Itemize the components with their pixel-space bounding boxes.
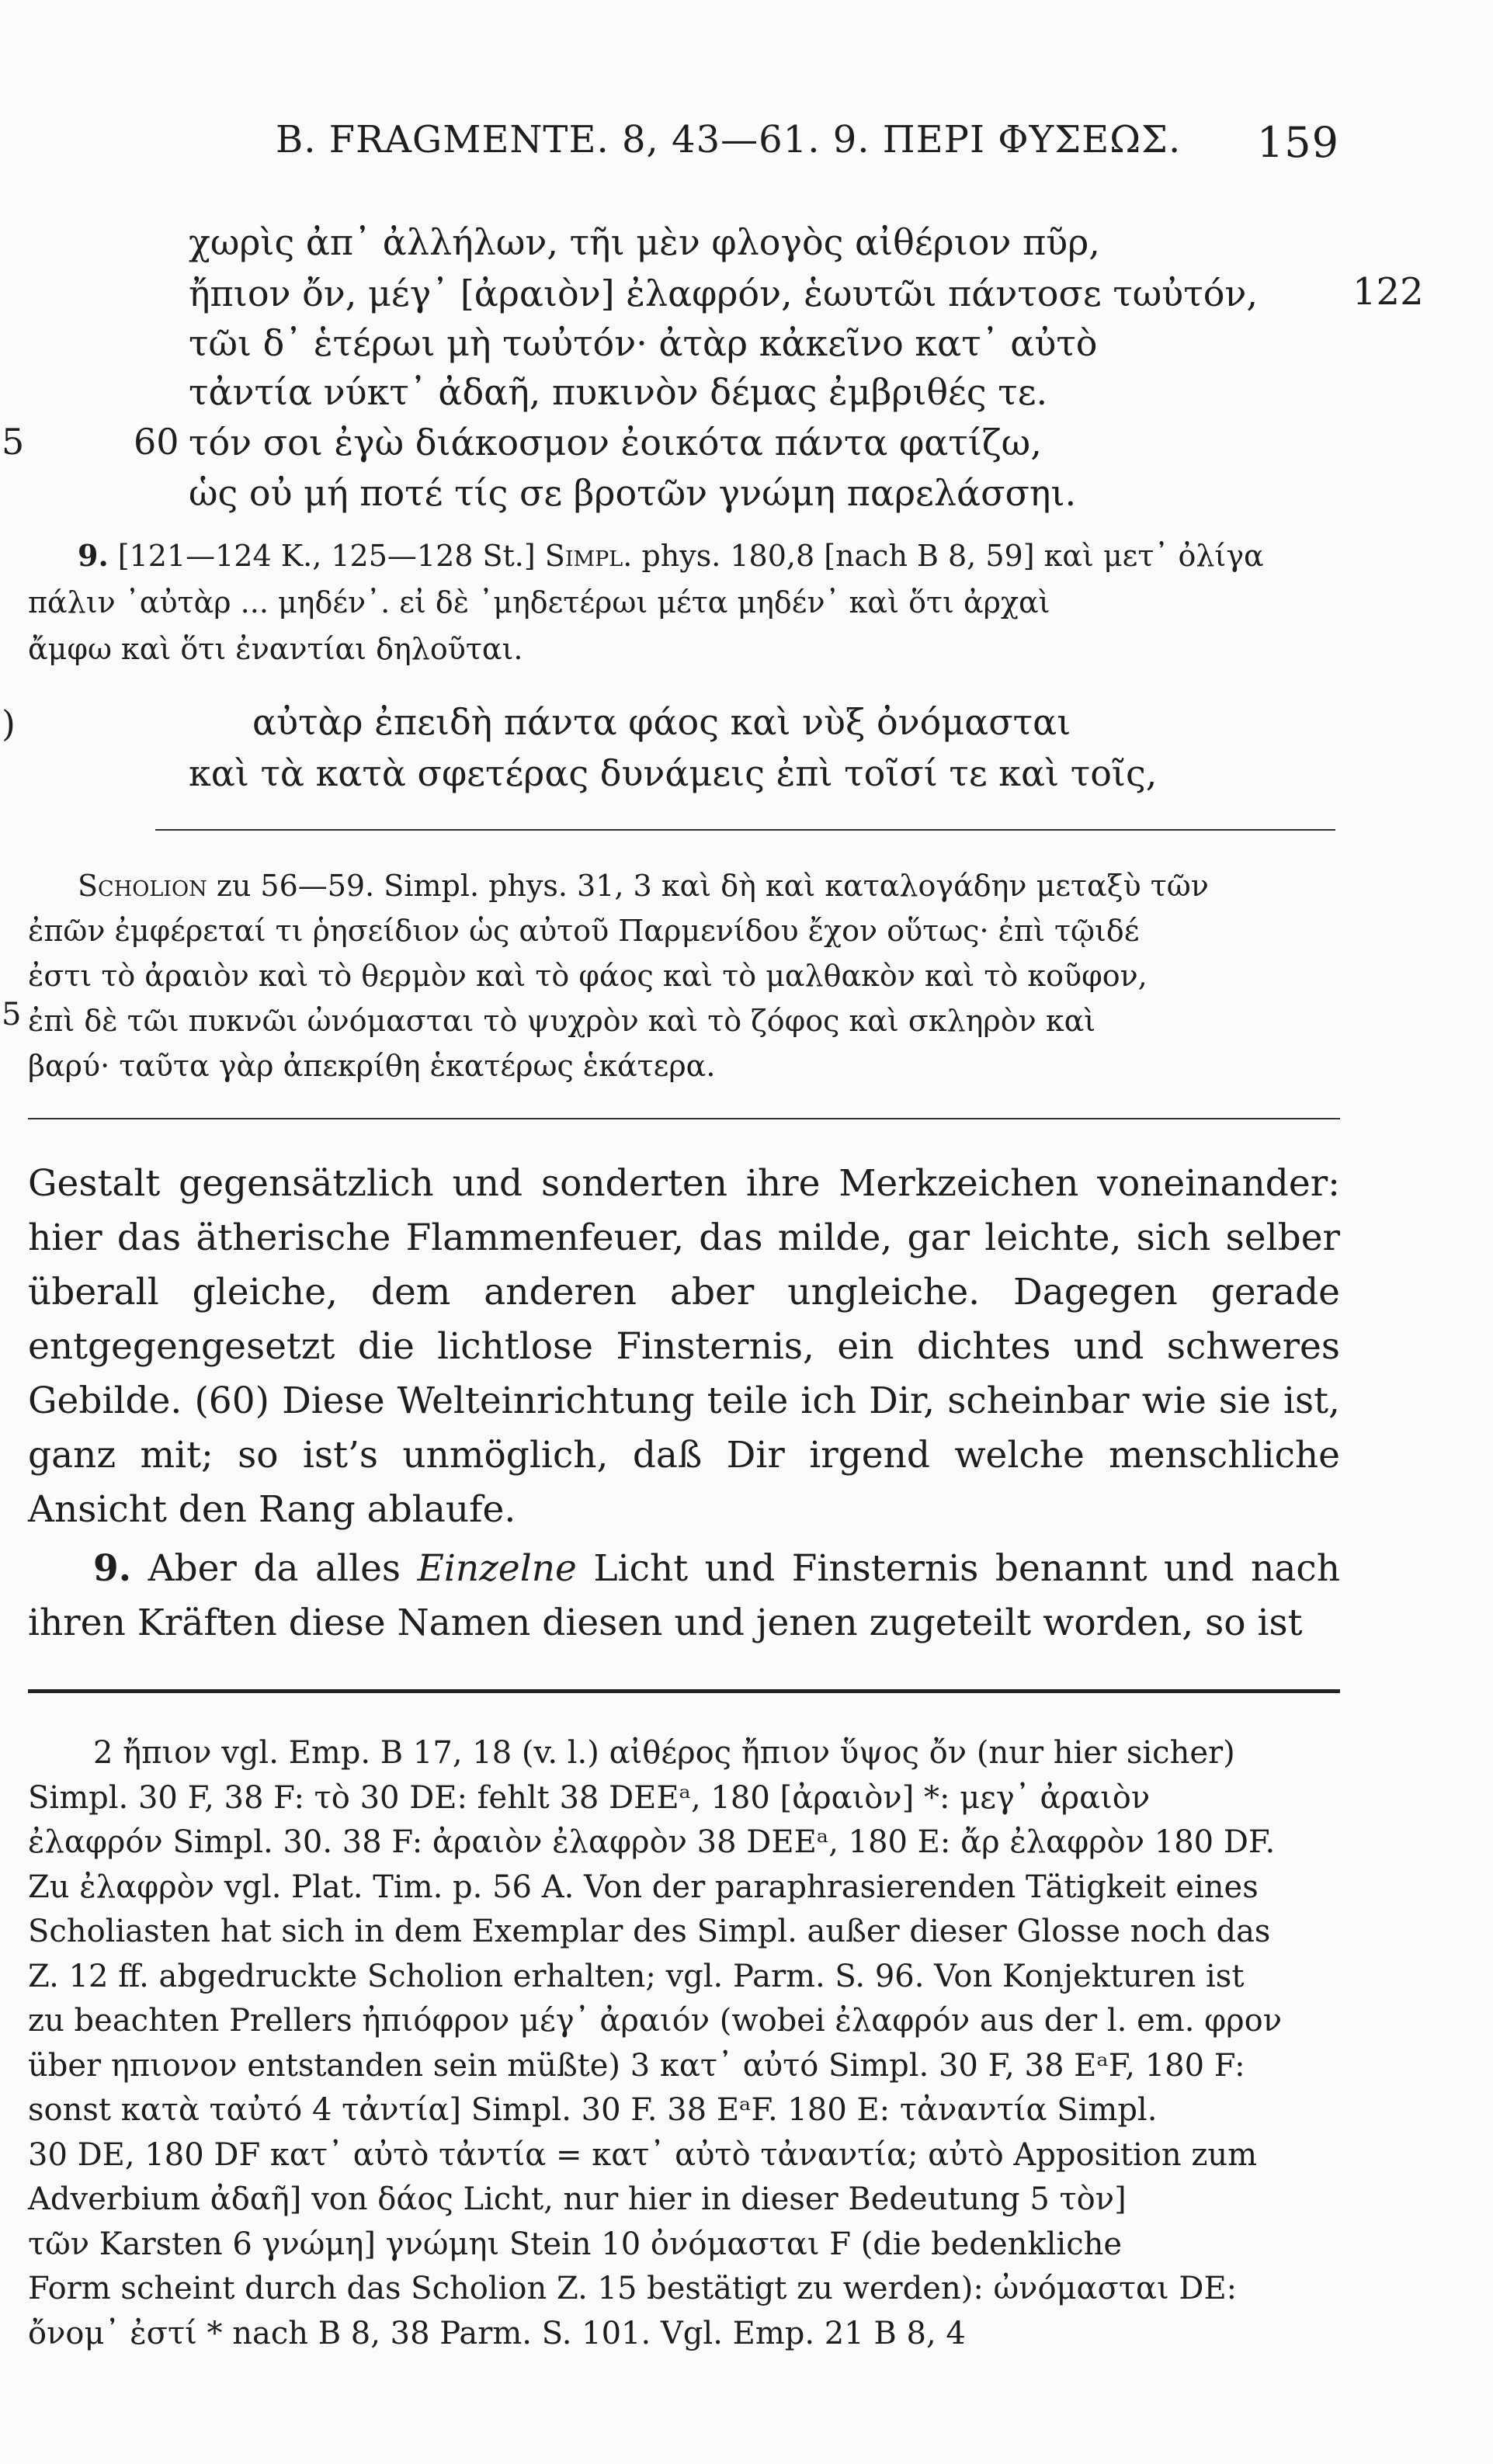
margin-number-122: 122 bbox=[1352, 270, 1424, 314]
apparatus-line: Zu ἐλαφρὸν vgl. Plat. Tim. p. 56 A. Von der paraphrasierenden Tätigkeit eines bbox=[28, 1869, 1259, 1905]
verse-line: τἀντία νύκτ᾽ ἀδαῆ, πυκινὸν δέμας ἐμβριθές τε. bbox=[189, 371, 1048, 413]
translation bbox=[28, 1157, 1340, 1650]
verse-line: αὐτὰρ ἐπειδὴ πάντα φάος καὶ νὺξ ὀνόμασται bbox=[252, 701, 1071, 743]
source-line: πάλιν ᾽αὐτὰρ ... μηδέν᾽. εἰ δὲ ᾽μηδετέρωι μέτα μηδέν᾽ καὶ ὅτι ἀρχαὶ bbox=[28, 585, 1050, 619]
fragment-9-source bbox=[28, 536, 1348, 669]
source-author: Simpl. bbox=[544, 539, 633, 573]
verse-line: χωρὶς ἀπ᾽ ἀλλήλων, τῆι μὲν φλογὸς αἰθέριον πῦρ, bbox=[189, 221, 1100, 263]
verse-line: τῶι δ᾽ ἑτέρωι μὴ τωὐτόν· ἀτὰρ κἀκεῖνο κατ᾽ αὐτὸ bbox=[189, 322, 1098, 364]
critical-apparatus bbox=[28, 1731, 1340, 2356]
apparatus-line: Z. 12 ff. abgedruckte Scholion erhalten; vgl. Parm. S. 96. Von Konjekturen ist bbox=[28, 1958, 1245, 1994]
source-line: ἄμφω καὶ ὅτι ἐναντίαι δηλοῦται. bbox=[28, 632, 523, 666]
translation-paragraph-9: 9. Aber da alles Einzelne Licht und Finsternis benannt und nach ihren Kräften diese Namen diesen und jenen zugeteilt worden, so ist bbox=[28, 1547, 1340, 1644]
divider bbox=[28, 1689, 1340, 1693]
apparatus-line: τῶν Karsten 6 γνώμη] γνώμηι Stein 10 ὀνόμασται F (die bedenkliche bbox=[28, 2226, 1123, 2262]
translation-paragraph: Gestalt gegensätzlich und sonderten ihre Merkzeichen voneinander: hier das ätherische Flammenfeuer, das milde, gar leichte, sich selber überall gleiche, dem anderen aber ungleiche. Dagegen gerade entgegengesetzt die lichtlose Finsternis, ein dichtes und schweres Gebilde. (60) Diese Welteinrichtung teile ich Dir, scheinbar wie sie ist, ganz mit; so ist’s unmöglich, daß Dir irgend welche menschliche Ansicht den Rang ablaufe. bbox=[28, 1162, 1340, 1531]
running-title: B. FRAGMENTE. 8, 43—61. 9. ΠΕΡΙ ΦΥΣΕΩΣ. bbox=[276, 118, 1182, 161]
scholion-line: ἐπὶ δὲ τῶι πυκνῶι ὠνόμασται τὸ ψυχρὸν καὶ τὸ ζόφος καὶ σκληρὸν καὶ bbox=[28, 1004, 1096, 1038]
apparatus-line: Simpl. 30 F, 38 F: τὸ 30 DE: fehlt 38 DEEᵃ, 180 [ἀραιὸν] *: μεγ᾽ ἀραιὸν bbox=[28, 1779, 1151, 1816]
line-number-60: 60 bbox=[134, 421, 179, 463]
apparatus-line: Adverbium ἀδαῆ] von δάος Licht, nur hier in dieser Bedeutung 5 τὸν] bbox=[28, 2181, 1127, 2217]
scholion-line: βαρύ· ταῦτα γὰρ ἀπεκρίθη ἑκατέρως ἑκάτερα. bbox=[28, 1049, 716, 1083]
source-ref-2: phys. 180,8 [nach B 8, 59] καὶ μετ᾽ ὀλίγα bbox=[641, 539, 1264, 573]
fragment-number: 9. bbox=[78, 538, 109, 573]
section-number: 9. bbox=[93, 1547, 132, 1590]
apparatus-line: Scholiasten hat sich in dem Exemplar des Simpl. außer dieser Glosse noch das bbox=[28, 1914, 1271, 1949]
apparatus-line: sonst κατὰ ταὐτό 4 τἀντία] Simpl. 30 F. 38 EᵃF. 180 E: τἀναντία Simpl. bbox=[28, 2092, 1158, 2128]
scholion bbox=[28, 863, 1340, 1088]
line-number-margin: 5 bbox=[2, 997, 22, 1032]
verse-line: τόν σοι ἐγὼ διάκοσμον ἐοικότα πάντα φατίζω, bbox=[189, 422, 1042, 463]
scholion-line: zu 56—59. Simpl. phys. 31, 3 καὶ δὴ καὶ καταλογάδην μεταξὺ τῶν bbox=[216, 869, 1209, 903]
page-number: 159 bbox=[1256, 118, 1339, 167]
apparatus-line: 30 DE, 180 DF κατ᾽ αὐτὸ τἀντία = κατ᾽ αὐτὸ τἀναντία; αὐτὸ Apposition zum bbox=[28, 2136, 1258, 2173]
verse-line: ὡς οὐ μή ποτέ τίς σε βροτῶν γνώμη παρελάσσηι. bbox=[189, 472, 1077, 514]
divider bbox=[28, 1118, 1340, 1119]
verse-line: καὶ τὰ κατὰ σφετέρας δυνάμεις ἐπὶ τοῖσί τε καὶ τοῖς, bbox=[189, 752, 1158, 794]
divider bbox=[155, 829, 1335, 831]
source-ref: [121—124 K., 125—128 St.] bbox=[117, 539, 536, 573]
apparatus-line: ὄνομ᾽ ἐστί * nach B 8, 38 Parm. S. 101. Vgl. Emp. 21 B 8, 4 bbox=[28, 2315, 966, 2351]
scholion-line: ἐπῶν ἐμφέρεταί τι ῥησείδιον ὡς αὐτοῦ Παρμενίδου ἔχον οὕτως· ἐπὶ τῷιδέ bbox=[28, 914, 1140, 948]
line-number-margin: ) bbox=[2, 703, 16, 744]
apparatus-line: zu beachten Prellers ἠπιόφρον μέγ᾽ ἀραιόν (wobei ἐλαφρόν aus der l. em. φρον bbox=[28, 2003, 1283, 2039]
running-header bbox=[276, 118, 1339, 167]
apparatus-line: Form scheint durch das Scholion Z. 15 bestätigt zu werden): ὠνόμασται DE: bbox=[28, 2271, 1238, 2306]
emphasis: Einzelne bbox=[417, 1547, 577, 1590]
apparatus-line: 2 ἤπιον vgl. Emp. B 17, 18 (v. l.) αἰθέρος ἤπιον ὕψος ὄν (nur hier sicher) bbox=[93, 1735, 1235, 1771]
scholion-line: ἐστι τὸ ἀραιὸν καὶ τὸ θερμὸν καὶ τὸ φάος καὶ τὸ μαλθακὸν καὶ τὸ κοῦφον, bbox=[28, 959, 1148, 993]
verse-line: ἤπιον ὄν, μέγ᾽ [ἀραιὸν] ἐλαφρόν, ἑωυτῶι πάντοσε τωὐτόν, bbox=[189, 272, 1258, 314]
apparatus-line: über ηπιονον entstanden sein müßte) 3 κατ᾽ αὐτό Simpl. 30 F, 38 EᵃF, 180 F: bbox=[28, 2047, 1245, 2084]
apparatus-line: ἐλαφρόν Simpl. 30. 38 F: ἀραιὸν ἐλαφρὸν 38 DEEᵃ, 180 E: ἄρ ἐλαφρὸν 180 DF. bbox=[28, 1824, 1276, 1860]
line-number-margin: 5 bbox=[2, 421, 25, 463]
scholion-label: Scholion bbox=[78, 869, 207, 903]
